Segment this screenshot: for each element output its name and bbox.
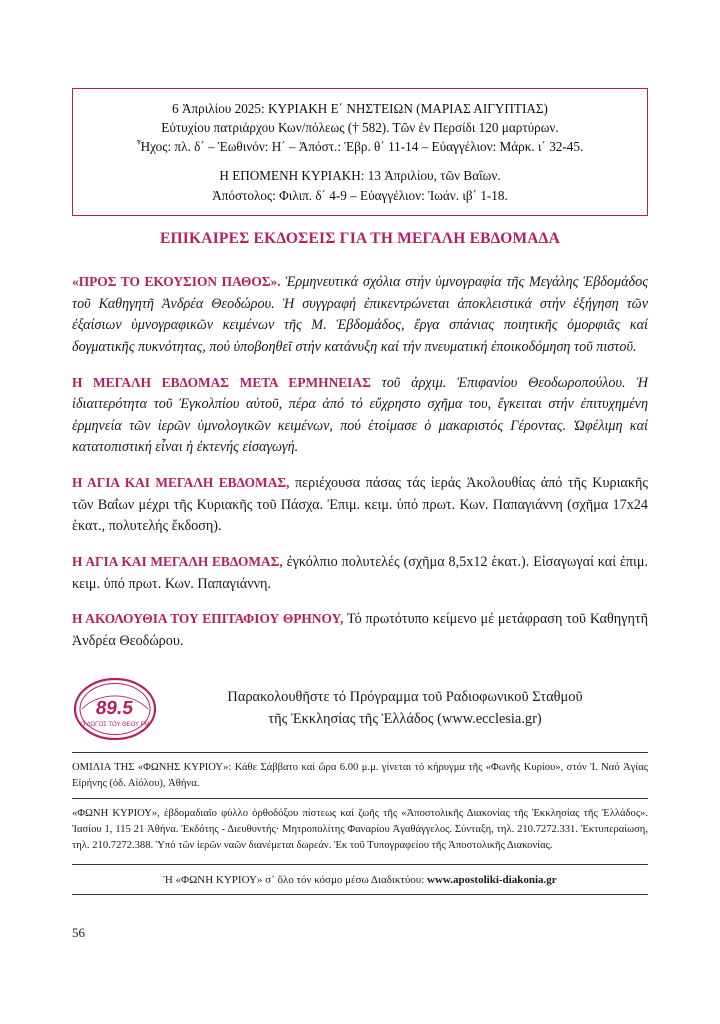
divider-4	[72, 894, 648, 895]
header-spacer	[87, 156, 633, 166]
page-number: 56	[72, 925, 85, 940]
svg-text:89.5: 89.5	[94, 698, 135, 719]
list-item	[72, 272, 648, 358]
radio-station-logo-icon	[72, 676, 158, 742]
entry-body: ἐγκόλπιο πολυτελές (σχῆμα 8,5x12 ἑκατ.). Εἰσαγωγαί καί ἐπιμ. κειμ. ὑπό πρωτ. Κων. Παπαγιάννη.	[72, 554, 648, 592]
radio-promo-line-1: Παρακολουθῆστε τό Πρόγραμμα τοῦ Ραδιοφωνικοῦ Σταθμοῦ	[227, 689, 583, 706]
entry-body: Ἑρμηνευτικά σχόλια στήν ὑμνογραφία τῆς Μεγάλης Ἑβδομάδος τοῦ Καθηγητῆ Ἀνδρέα Θεοδώρου. Ἡ συγγραφή ἐπικεντρώνεται ἀποκλειστικά στήν ἐξήγηση τῶν ἐξαίσιων ὑμνογραφικῶν κειμένων τῆς Μ. Ἑβδομάδος, ἔργα σπάνιας ποιητικῆς ὀμορφιᾶς καί δογματικῆς πυκνότητας, πού ὑποβοηθεῖ στήν κατάνυξη καί τήν πνευματική ἐποικοδόμηση τοῦ πιστοῦ.	[72, 274, 648, 355]
section-title: ΕΠΙΚΑΙΡΕΣ ΕΚΔΟΣΕΙΣ ΓΙΑ ΤΗ ΜΕΓΑΛΗ ΕΒΔΟΜΑΔΑ	[160, 230, 560, 247]
footnote-homily: ΟΜΙΛΙΑ ΤΗΣ «ΦΩΝΗΣ ΚΥΡΙΟΥ»: Κάθε Σάββατο καί ὥρα 6.00 μ.μ. γίνεται τό κήρυγμα τῆς «Φωνῆς Κυρίου», στόν Ἱ. Ναό Ἁγίας Εἰρήνης (ὁδ. Αἰόλου), Ἀθήνα.	[72, 762, 648, 789]
entries-list	[72, 258, 648, 662]
next-sunday-line-1: Η ΕΠΟΜΕΝΗ ΚΥΡΙΑΚΗ: 13 Ἀπριλίου, τῶν Βαΐων.	[219, 168, 501, 184]
entry-lead: Η ΑΓΙΑ ΚΑΙ ΜΕΓΑΛΗ ΕΒΔΟΜΑΣ,	[72, 554, 283, 570]
divider-1	[72, 752, 648, 753]
entry-body: Τό πρωτότυπο κείμενο μέ μετάφραση τοῦ Καθηγητῆ Ἀνδρέα Θεοδώρου.	[72, 611, 648, 650]
entry-lead: Η ΜΕΓΑΛΗ ΕΒΔΟΜΑΣ ΜΕΤΑ ΕΡΜΗΝΕΙΑΣ	[72, 374, 371, 390]
header-line-1: 6 Ἀπριλίου 2025: ΚΥΡΙΑΚΗ Ε΄ ΝΗΣΤΕΙΩΝ (ΜΑΡΙΑΣ ΑΙΓΥΠΤΙΑΣ)	[172, 101, 548, 116]
footnote-website-url[interactable]: www.apostoliki-diakonia.gr	[427, 874, 557, 886]
header-box	[72, 88, 648, 216]
list-item	[72, 609, 648, 652]
svg-text:Ο ΛΟΓΟΣ ΤΟΥ ΘΕΟΥ FM: Ο ΛΟΓΟΣ ΤΟΥ ΘΕΟΥ FM	[80, 722, 150, 728]
list-item	[72, 473, 648, 538]
header-line-3: Ἦχος: πλ. δ΄ – Ἑωθινόν: Η΄ – Ἀπόστ.: Ἑβρ. θ΄ 11-14 – Εὐαγγέλιον: Μάρκ. ι΄ 32-45.	[136, 139, 584, 155]
list-item	[72, 373, 648, 459]
list-item	[72, 552, 648, 595]
entry-lead: Η ΑΚΟΛΟΥΘΙΑ ΤΟΥ ΕΠΙΤΑΦΙΟΥ ΘΡΗΝΟΥ,	[72, 611, 344, 627]
entry-lead: «ΠΡΟΣ ΤΟ ΕΚΟΥΣΙΟΝ ΠΑΘΟΣ».	[72, 274, 281, 290]
entry-body: τοῦ ἀρχιμ. Ἐπιφανίου Θεοδωροπούλου. Ἡ ἰδιαιτερότητα τοῦ Ἐγκολπίου αὐτοῦ, πέρα ἀπό τό εὔχρηστο σχῆμα του, ἔγκειται στήν ἐπιτυχημένη ἑρμηνεία τῶν ἱερῶν ὑμνολογικῶν κειμένων, πού ἑτοίμασε ὁ μακαριστός Γέροντας. Ὠφέλιμη καί κατατοπιστική εἶναι ἡ ἐκτενής εἰσαγωγή.	[72, 374, 649, 456]
footnote-website	[72, 872, 648, 889]
entry-lead: Η ΑΓΙΑ ΚΑΙ ΜΕΓΑΛΗ ΕΒΔΟΜΑΣ,	[72, 475, 290, 491]
entry-body: περιέχουσα πάσας τάς ἱεράς Ἀκολουθίας ἀπό τῆς Κυριακῆς τῶν Βαΐων μέχρι τῆς Κυριακῆς τοῦ Πάσχα. Ἐπιμ. κειμ. ὑπό πρωτ. Κων. Παπαγιάννη (σχῆμα 17x24 ἑκατ., πολυτελής ἔκδοση).	[72, 475, 649, 535]
divider-2	[72, 798, 648, 799]
divider-3	[72, 864, 648, 865]
footnote-imprint: «ΦΩΝΗ ΚΥΡΙΟΥ», ἑβδομαδιαῖο φύλλο ὀρθοδόξου πίστεως καί ζωῆς τῆς «Ἀποστολικῆς Διακονίας τῆς Ἐκκλησίας τῆς Ἑλλάδος». Ἰασίου 1, 115 21 Ἀθήνα. Ἐκδότης - Διευθυντής· Μητροπολίτης Φαναρίου Ἀγαθάγγελος. Σύνταξη, τηλ. 210.7272.331. Ἑκτυπεραίωση, τηλ. 210.7272.388. Ὑπό τῶν ἱερῶν ναῶν διανέμεται δωρεάν. Ἐκ τοῦ Τυπογραφείου τῆς Ἀποστολικῆς Διακονίας.	[72, 808, 648, 851]
next-sunday-line-2: Ἀπόστολος: Φιλιπ. δ΄ 4-9 – Εὐαγγέλιον: Ἰωάν. ιβ΄ 1-18.	[212, 187, 508, 203]
header-line-2: Εὐτυχίου πατριάρχου Κων/πόλεως († 582). Τῶν ἐν Περσίδι 120 μαρτύρων.	[161, 120, 559, 136]
radio-promo-text	[158, 687, 648, 730]
footnote-website-prefix: Ἡ «ΦΩΝΗ ΚΥΡΙΟΥ» σ᾿ ὅλο τόν κόσμο μέσω Διαδικτύου:	[163, 874, 428, 886]
radio-promo-line-2: τῆς Ἐκκλησίας τῆς Ἑλλάδος (www.ecclesia.gr)	[268, 711, 542, 727]
radio-promo-block	[72, 676, 648, 742]
